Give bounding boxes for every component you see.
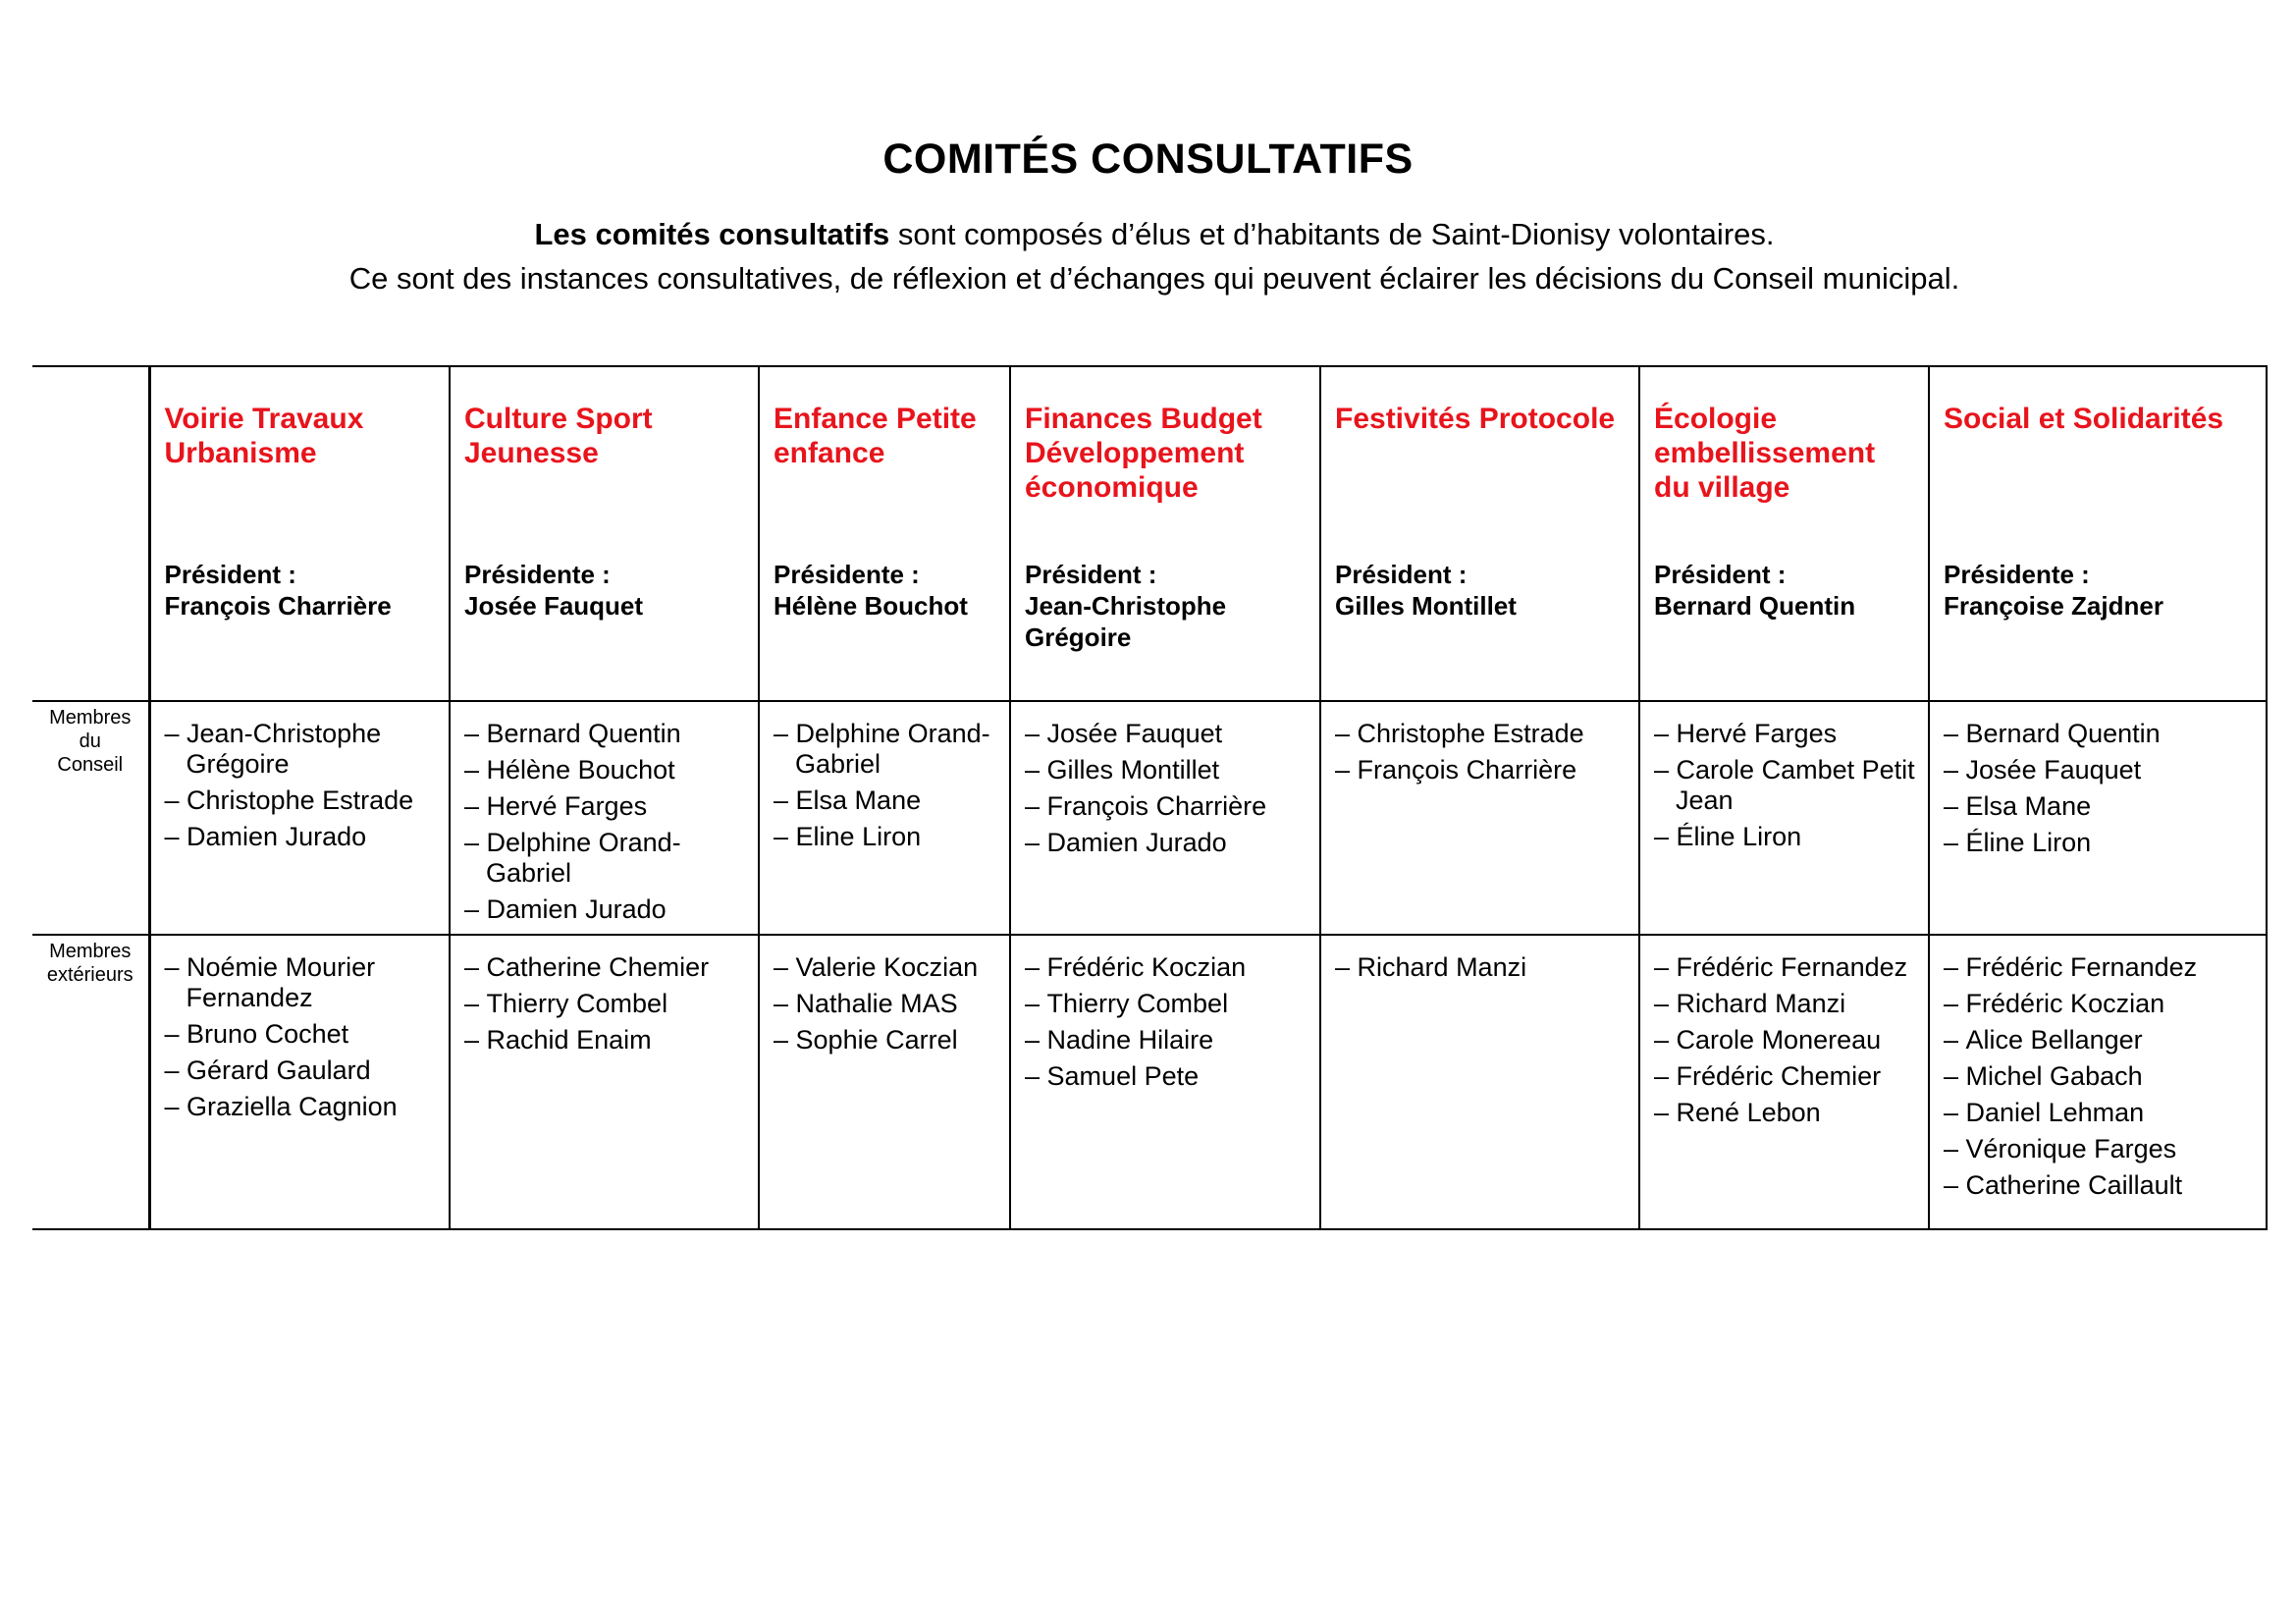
row-label-external-cell [32,935,149,1229]
external-members-row [32,935,2267,1229]
president-name: François Charrière [164,591,392,621]
list-item: – Frédéric Koczian [1025,952,1311,983]
external-members-cell [1929,935,2267,1229]
list-item: – Christophe Estrade [1335,719,1630,749]
president-name: Jean-Christophe Grégoire [1025,591,1227,652]
council-members-cell [1929,701,2267,935]
header-corner-cell [32,366,149,701]
intro-bold: Les comités consultatifs [534,217,890,251]
council-members-cell [1010,701,1320,935]
list-item: – Véronique Farges [1944,1134,2258,1164]
president-block [451,559,758,622]
list-item: – Bernard Quentin [464,719,750,749]
external-members-cell [149,935,450,1229]
council-members-list [1011,702,1319,858]
council-members-list [1930,702,2266,858]
committee-header-cell [149,366,450,701]
intro-text [0,212,2296,300]
list-item: – Rachid Enaim [464,1025,750,1055]
list-item: – Samuel Pete [1025,1061,1311,1092]
committee-header-cell [1929,366,2267,701]
list-item: – Éline Liron [1654,822,1920,852]
list-item: – Damien Jurado [165,822,442,852]
list-item: – Éline Liron [1944,828,2258,858]
list-item: – Gilles Montillet [1025,755,1311,785]
council-members-list [1321,702,1638,785]
list-item: – François Charrière [1335,755,1630,785]
list-item: – Frédéric Koczian [1944,989,2258,1019]
president-block [1011,559,1319,653]
external-members-cell [1320,935,1639,1229]
list-item: – Frédéric Fernandez [1944,952,2258,983]
council-members-cell [1320,701,1639,935]
list-item: – Jean-Christophe Grégoire [165,719,442,780]
list-item: – Richard Manzi [1654,989,1920,1019]
president-name: Josée Fauquet [464,591,644,621]
intro-line-1 [0,212,2296,256]
council-members-list [760,702,1009,852]
list-item: – Christophe Estrade [165,785,442,816]
external-members-cell [1639,935,1929,1229]
president-title: Président : [1025,560,1157,589]
president-name: Françoise Zajdner [1944,591,2163,621]
list-item: – Bruno Cochet [165,1019,442,1050]
list-item: – Hervé Farges [464,791,750,822]
external-members-list [1011,936,1319,1092]
list-item: – Catherine Chemier [464,952,750,983]
external-members-list [1321,936,1638,983]
council-members-list [151,702,450,852]
list-item: – Thierry Combel [1025,989,1311,1019]
president-block [151,559,450,622]
external-members-cell [450,935,759,1229]
list-item: – René Lebon [1654,1098,1920,1128]
list-item: – Sophie Carrel [774,1025,1001,1055]
president-title: Président : [164,560,296,589]
committees-table [32,365,2268,1230]
committee-name: Culture Sport Jeunesse [464,403,653,469]
committee-name: Écologie embellissement du village [1654,403,1876,504]
page-title: COMITÉS CONSULTATIFS [882,135,1414,183]
list-item: – Carole Cambet Petit Jean [1654,755,1920,816]
external-members-list [151,936,450,1122]
list-item: – Michel Gabach [1944,1061,2258,1092]
president-block [1930,559,2266,622]
intro-line-1-rest: sont composés d’élus et d’habitants de Saint-Dionisy volontaires. [889,217,1775,251]
council-members-cell [149,701,450,935]
list-item: – Frédéric Chemier [1654,1061,1920,1092]
council-members-list [1640,702,1928,852]
list-item: – Gérard Gaulard [165,1055,442,1086]
list-item: – Daniel Lehman [1944,1098,2258,1128]
council-members-list [451,702,758,925]
list-item: – Damien Jurado [464,894,750,925]
president-block [1321,559,1638,622]
row-label-external: Membres extérieurs [46,941,133,986]
committee-header-row [32,366,2267,701]
external-members-list [760,936,1009,1055]
list-item: – Frédéric Fernandez [1654,952,1920,983]
list-item: – Eline Liron [774,822,1001,852]
council-members-cell [450,701,759,935]
external-members-list [1930,936,2266,1201]
external-members-list [451,936,758,1055]
list-item: – Noémie Mourier Fernandez [165,952,442,1013]
committee-name: Social et Solidarités [1944,403,2224,435]
list-item: – Valerie Koczian [774,952,1001,983]
committee-header-cell [1320,366,1639,701]
list-item: – François Charrière [1025,791,1311,822]
list-item: – Graziella Cagnion [165,1092,442,1122]
list-item: – Nathalie MAS [774,989,1001,1019]
president-title: Présidente : [774,560,920,589]
list-item: – Delphine Orand-Gabriel [464,828,750,889]
council-members-cell [759,701,1010,935]
president-title: Présidente : [464,560,611,589]
row-label-council: Membres du Conseil [49,707,132,776]
list-item: – Delphine Orand-Gabriel [774,719,1001,780]
list-item: – Bernard Quentin [1944,719,2258,749]
list-item: – Elsa Mane [774,785,1001,816]
committee-header-cell [1639,366,1929,701]
list-item: – Elsa Mane [1944,791,2258,822]
president-title: Président : [1654,560,1787,589]
list-item: – Richard Manzi [1335,952,1630,983]
list-item: – Damien Jurado [1025,828,1311,858]
list-item: – Josée Fauquet [1025,719,1311,749]
council-members-row [32,701,2267,935]
external-members-list [1640,936,1928,1128]
council-members-cell [1639,701,1929,935]
president-block [1640,559,1928,622]
committee-name: Festivités Protocole [1335,403,1616,435]
president-title: Président : [1335,560,1468,589]
president-title: Présidente : [1944,560,2090,589]
committee-header-cell [1010,366,1320,701]
committee-name: Enfance Petite enfance [774,403,977,469]
list-item: – Thierry Combel [464,989,750,1019]
president-block [760,559,1009,622]
committee-name: Finances Budget Développement économique [1025,403,1262,504]
external-members-cell [1010,935,1320,1229]
president-name: Hélène Bouchot [774,591,968,621]
list-item: – Alice Bellanger [1944,1025,2258,1055]
intro-line-2: Ce sont des instances consultatives, de réflexion et d’échanges qui peuvent éclairer les décisions du Conseil municipal. [348,261,1960,296]
president-name: Gilles Montillet [1335,591,1517,621]
list-item: – Josée Fauquet [1944,755,2258,785]
list-item: – Hervé Farges [1654,719,1920,749]
committee-header-cell [759,366,1010,701]
list-item: – Carole Monereau [1654,1025,1920,1055]
external-members-cell [759,935,1010,1229]
list-item: – Catherine Caillault [1944,1170,2258,1201]
row-label-council-cell [32,701,149,935]
list-item: – Nadine Hilaire [1025,1025,1311,1055]
committee-name: Voirie Travaux Urbanisme [164,403,364,469]
list-item: – Hélène Bouchot [464,755,750,785]
committee-header-cell [450,366,759,701]
president-name: Bernard Quentin [1654,591,1856,621]
